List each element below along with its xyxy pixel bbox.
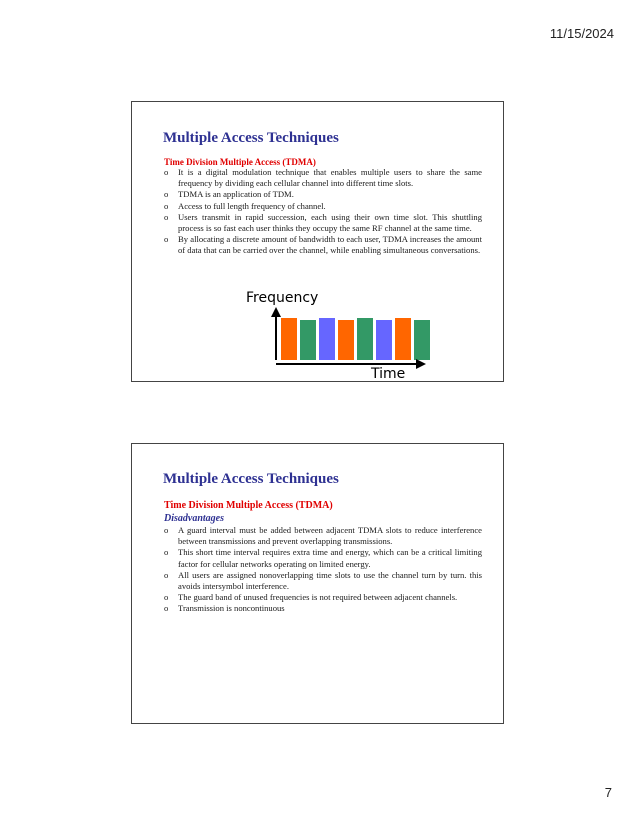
list-item	[164, 234, 482, 256]
bullet-marker: o	[164, 525, 169, 535]
bullet-list	[164, 167, 482, 257]
bullet-marker: o	[164, 547, 169, 558]
time-slot	[395, 318, 411, 360]
page-date: 11/15/2024	[549, 26, 614, 41]
tdma-time-slot-diagram	[246, 290, 431, 382]
time-axis-label: Time	[371, 366, 406, 382]
disadvantages-heading: Disadvantages	[164, 513, 224, 524]
bullet-text: All users are assigned nonoverlapping time slots to use the channel turn by turn. this avoids intersymbol interference.	[178, 569, 482, 592]
bullet-marker: o	[164, 167, 169, 177]
bullet-marker: o	[164, 603, 169, 614]
slide-tdma-disadvantages	[131, 443, 504, 724]
bullet-text: A guard interval must be added between adjacent TDMA slots to reduce interference between transmissions and prevent overlapping transmissions.	[178, 525, 482, 547]
time-slot	[338, 320, 354, 360]
time-slot	[300, 320, 316, 360]
time-slot	[319, 318, 335, 360]
bullet-text: TDMA is an application of TDM.	[178, 189, 294, 200]
list-item	[164, 570, 482, 592]
time-slot	[414, 320, 430, 360]
list-item	[164, 603, 482, 614]
bullet-marker: o	[164, 569, 169, 580]
bullet-text: This short time interval requires extra time and energy, which can be a critical limiting factor for cellular networks operating on limited energy.	[178, 547, 482, 569]
time-slot	[357, 318, 373, 360]
page-number: 7	[604, 785, 612, 800]
time-slot	[376, 320, 392, 360]
bullet-marker: o	[164, 200, 169, 211]
list-item	[164, 212, 482, 234]
slide-subtitle: Time Division Multiple Access (TDMA)	[164, 157, 316, 167]
slide-subtitle: Time Division Multiple Access (TDMA)	[164, 500, 333, 511]
list-item	[164, 167, 482, 189]
frequency-axis-label: Frequency	[246, 290, 319, 306]
bullet-marker: o	[164, 211, 169, 222]
bullet-text: Access to full length frequency of channel.	[178, 200, 326, 211]
bullet-text: By allocating a discrete amount of bandwidth to each user, TDMA increases the amount of data that can be carried over the channel, while enabling simultaneous conversations.	[178, 234, 482, 256]
bullet-marker: o	[164, 234, 169, 245]
bullet-text: The guard band of unused frequencies is not required between adjacent channels.	[178, 592, 458, 603]
list-item	[164, 592, 482, 603]
bullet-text: Users transmit in rapid succession, each using their own time slot. This shuttling process is so fast each user thinks they occupy the same RF channel at the same time.	[178, 211, 482, 234]
bullet-text: Transmission is noncontinuous	[178, 603, 285, 614]
bullet-list	[164, 525, 482, 615]
slide-tdma-overview	[131, 101, 504, 382]
slide-title: Multiple Access Techniques	[163, 130, 339, 146]
time-slot-group	[281, 318, 430, 360]
list-item	[164, 547, 482, 569]
bullet-text: It is a digital modulation technique that enables multiple users to share the same frequency by dividing each cellular channel into different time slots.	[178, 167, 482, 189]
bullet-marker: o	[164, 189, 169, 200]
bullet-marker: o	[164, 592, 169, 603]
list-item	[164, 189, 482, 200]
list-item	[164, 201, 482, 212]
tdma-diagram-svg	[246, 290, 431, 382]
list-item	[164, 525, 482, 547]
time-slot	[281, 318, 297, 360]
slide-title: Multiple Access Techniques	[163, 471, 339, 487]
